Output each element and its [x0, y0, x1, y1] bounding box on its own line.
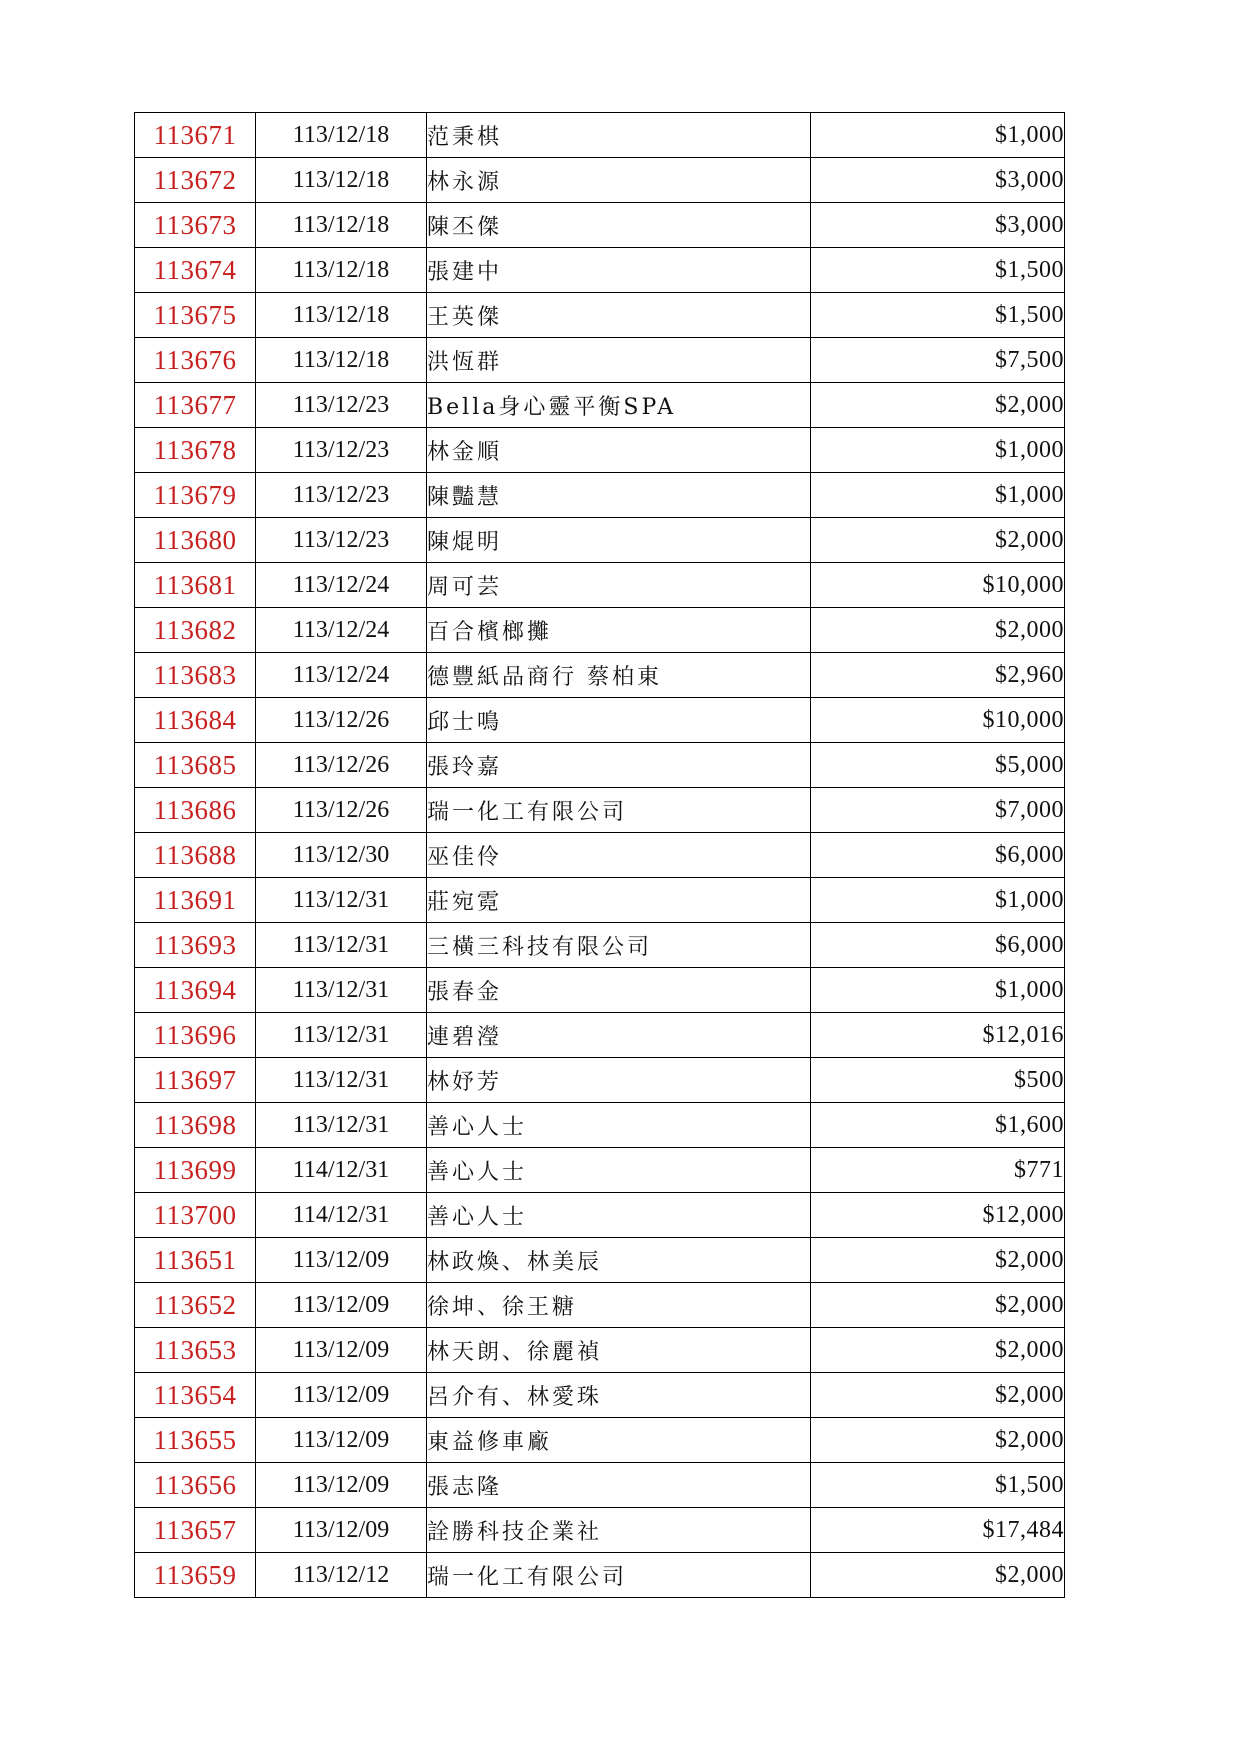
amount-cell: $1,500 — [811, 1463, 1065, 1508]
table-row — [135, 923, 1065, 968]
receipt-number-cell: 113672 — [135, 158, 256, 203]
receipt-number-cell: 113652 — [135, 1283, 256, 1328]
donor-name-cell: 洪恆群 — [427, 338, 811, 383]
table-row — [135, 203, 1065, 248]
amount-cell: $1,000 — [811, 473, 1065, 518]
receipt-number-cell: 113659 — [135, 1553, 256, 1598]
donor-name-cell: 瑞一化工有限公司 — [427, 788, 811, 833]
amount-cell: $7,500 — [811, 338, 1065, 383]
table-row — [135, 788, 1065, 833]
donor-name-cell: 瑞一化工有限公司 — [427, 1553, 811, 1598]
donation-table — [134, 112, 1065, 1598]
receipt-number-cell: 113675 — [135, 293, 256, 338]
table-row — [135, 338, 1065, 383]
amount-cell: $2,000 — [811, 1553, 1065, 1598]
receipt-number-cell: 113655 — [135, 1418, 256, 1463]
donor-name-cell: 陳焜明 — [427, 518, 811, 563]
table-row — [135, 248, 1065, 293]
amount-cell: $12,016 — [811, 1013, 1065, 1058]
donor-name-cell: 德豐紙品商行 蔡柏東 — [427, 653, 811, 698]
donor-name-cell: 林政煥、林美辰 — [427, 1238, 811, 1283]
donor-name-cell: 徐坤、徐王糖 — [427, 1283, 811, 1328]
table-row — [135, 113, 1065, 158]
table-row — [135, 518, 1065, 563]
donor-name-cell: 呂介有、林愛珠 — [427, 1373, 811, 1418]
date-cell: 113/12/18 — [256, 113, 427, 158]
receipt-number-cell: 113686 — [135, 788, 256, 833]
receipt-number-cell: 113676 — [135, 338, 256, 383]
amount-cell: $17,484 — [811, 1508, 1065, 1553]
date-cell: 113/12/31 — [256, 1013, 427, 1058]
amount-cell: $1,000 — [811, 968, 1065, 1013]
amount-cell: $3,000 — [811, 203, 1065, 248]
donor-name-cell: 林天朗、徐麗禎 — [427, 1328, 811, 1373]
date-cell: 113/12/09 — [256, 1418, 427, 1463]
table-row — [135, 293, 1065, 338]
receipt-number-cell: 113691 — [135, 878, 256, 923]
amount-cell: $2,000 — [811, 1328, 1065, 1373]
receipt-number-cell: 113677 — [135, 383, 256, 428]
receipt-number-cell: 113681 — [135, 563, 256, 608]
date-cell: 113/12/31 — [256, 878, 427, 923]
donor-name-cell: 陳豔慧 — [427, 473, 811, 518]
amount-cell: $12,000 — [811, 1193, 1065, 1238]
table-row — [135, 653, 1065, 698]
amount-cell: $1,000 — [811, 428, 1065, 473]
date-cell: 113/12/09 — [256, 1238, 427, 1283]
table-row — [135, 1013, 1065, 1058]
donor-name-cell: 詮勝科技企業社 — [427, 1508, 811, 1553]
date-cell: 113/12/23 — [256, 473, 427, 518]
table-row — [135, 833, 1065, 878]
receipt-number-cell: 113657 — [135, 1508, 256, 1553]
date-cell: 113/12/09 — [256, 1283, 427, 1328]
table-row — [135, 563, 1065, 608]
donor-name-cell: 張志隆 — [427, 1463, 811, 1508]
donor-name-cell: 張春金 — [427, 968, 811, 1013]
table-row — [135, 968, 1065, 1013]
receipt-number-cell: 113685 — [135, 743, 256, 788]
table-row — [135, 1463, 1065, 1508]
table-row — [135, 743, 1065, 788]
date-cell: 113/12/24 — [256, 608, 427, 653]
amount-cell: $7,000 — [811, 788, 1065, 833]
date-cell: 113/12/23 — [256, 518, 427, 563]
table-row — [135, 698, 1065, 743]
amount-cell: $2,000 — [811, 518, 1065, 563]
date-cell: 113/12/12 — [256, 1553, 427, 1598]
amount-cell: $1,500 — [811, 293, 1065, 338]
receipt-number-cell: 113656 — [135, 1463, 256, 1508]
receipt-number-cell: 113653 — [135, 1328, 256, 1373]
receipt-number-cell: 113700 — [135, 1193, 256, 1238]
amount-cell: $2,000 — [811, 1238, 1065, 1283]
amount-cell: $3,000 — [811, 158, 1065, 203]
amount-cell: $2,000 — [811, 608, 1065, 653]
amount-cell: $6,000 — [811, 923, 1065, 968]
donor-name-cell: 張建中 — [427, 248, 811, 293]
donor-name-cell: 林永源 — [427, 158, 811, 203]
receipt-number-cell: 113694 — [135, 968, 256, 1013]
receipt-number-cell: 113693 — [135, 923, 256, 968]
donor-name-cell: 邱士鳴 — [427, 698, 811, 743]
table-row — [135, 383, 1065, 428]
receipt-number-cell: 113671 — [135, 113, 256, 158]
table-row — [135, 158, 1065, 203]
table-row — [135, 1328, 1065, 1373]
donor-name-cell: 周可芸 — [427, 563, 811, 608]
receipt-number-cell: 113654 — [135, 1373, 256, 1418]
amount-cell: $500 — [811, 1058, 1065, 1103]
amount-cell: $1,500 — [811, 248, 1065, 293]
receipt-number-cell: 113678 — [135, 428, 256, 473]
receipt-number-cell: 113683 — [135, 653, 256, 698]
table-row — [135, 1508, 1065, 1553]
table-row — [135, 1058, 1065, 1103]
receipt-number-cell: 113651 — [135, 1238, 256, 1283]
amount-cell: $2,000 — [811, 1418, 1065, 1463]
donor-name-cell: 張玲嘉 — [427, 743, 811, 788]
amount-cell: $5,000 — [811, 743, 1065, 788]
date-cell: 113/12/31 — [256, 968, 427, 1013]
donor-name-cell: 陳丕傑 — [427, 203, 811, 248]
amount-cell: $6,000 — [811, 833, 1065, 878]
donor-name-cell: 林金順 — [427, 428, 811, 473]
receipt-number-cell: 113697 — [135, 1058, 256, 1103]
receipt-number-cell: 113682 — [135, 608, 256, 653]
date-cell: 113/12/31 — [256, 1103, 427, 1148]
donor-name-cell: 林妤芳 — [427, 1058, 811, 1103]
date-cell: 113/12/24 — [256, 653, 427, 698]
date-cell: 114/12/31 — [256, 1193, 427, 1238]
table-row — [135, 1553, 1065, 1598]
date-cell: 113/12/18 — [256, 338, 427, 383]
donor-name-cell: 莊宛霓 — [427, 878, 811, 923]
amount-cell: $10,000 — [811, 563, 1065, 608]
date-cell: 113/12/09 — [256, 1373, 427, 1418]
amount-cell: $2,000 — [811, 1283, 1065, 1328]
donor-name-cell: 善心人士 — [427, 1193, 811, 1238]
date-cell: 113/12/09 — [256, 1328, 427, 1373]
receipt-number-cell: 113679 — [135, 473, 256, 518]
date-cell: 113/12/24 — [256, 563, 427, 608]
amount-cell: $1,000 — [811, 113, 1065, 158]
donor-name-cell: 善心人士 — [427, 1103, 811, 1148]
date-cell: 113/12/23 — [256, 428, 427, 473]
amount-cell: $2,960 — [811, 653, 1065, 698]
table-row — [135, 608, 1065, 653]
amount-cell: $1,600 — [811, 1103, 1065, 1148]
date-cell: 114/12/31 — [256, 1148, 427, 1193]
amount-cell: $2,000 — [811, 383, 1065, 428]
receipt-number-cell: 113699 — [135, 1148, 256, 1193]
receipt-number-cell: 113698 — [135, 1103, 256, 1148]
date-cell: 113/12/09 — [256, 1463, 427, 1508]
date-cell: 113/12/26 — [256, 743, 427, 788]
date-cell: 113/12/18 — [256, 203, 427, 248]
receipt-number-cell: 113696 — [135, 1013, 256, 1058]
receipt-number-cell: 113674 — [135, 248, 256, 293]
amount-cell: $2,000 — [811, 1373, 1065, 1418]
table-body — [135, 113, 1065, 1598]
donor-name-cell: Bella身心靈平衡SPA — [427, 383, 811, 428]
donor-name-cell: 連碧瀅 — [427, 1013, 811, 1058]
amount-cell: $1,000 — [811, 878, 1065, 923]
amount-cell: $771 — [811, 1148, 1065, 1193]
table-row — [135, 1148, 1065, 1193]
date-cell: 113/12/09 — [256, 1508, 427, 1553]
date-cell: 113/12/18 — [256, 248, 427, 293]
date-cell: 113/12/30 — [256, 833, 427, 878]
amount-cell: $10,000 — [811, 698, 1065, 743]
date-cell: 113/12/18 — [256, 293, 427, 338]
date-cell: 113/12/18 — [256, 158, 427, 203]
table-row — [135, 473, 1065, 518]
donor-name-cell: 東益修車廠 — [427, 1418, 811, 1463]
donor-name-cell: 三橫三科技有限公司 — [427, 923, 811, 968]
table-row — [135, 1193, 1065, 1238]
donor-name-cell: 范秉棋 — [427, 113, 811, 158]
table-row — [135, 1283, 1065, 1328]
table-row — [135, 1373, 1065, 1418]
table-row — [135, 1103, 1065, 1148]
table-row — [135, 428, 1065, 473]
date-cell: 113/12/26 — [256, 788, 427, 833]
date-cell: 113/12/31 — [256, 1058, 427, 1103]
donor-name-cell: 巫佳伶 — [427, 833, 811, 878]
table-row — [135, 878, 1065, 923]
receipt-number-cell: 113673 — [135, 203, 256, 248]
date-cell: 113/12/26 — [256, 698, 427, 743]
donor-name-cell: 王英傑 — [427, 293, 811, 338]
receipt-number-cell: 113684 — [135, 698, 256, 743]
table-row — [135, 1238, 1065, 1283]
date-cell: 113/12/31 — [256, 923, 427, 968]
date-cell: 113/12/23 — [256, 383, 427, 428]
donor-name-cell: 百合檳榔攤 — [427, 608, 811, 653]
receipt-number-cell: 113688 — [135, 833, 256, 878]
table-row — [135, 1418, 1065, 1463]
receipt-number-cell: 113680 — [135, 518, 256, 563]
donor-name-cell: 善心人士 — [427, 1148, 811, 1193]
